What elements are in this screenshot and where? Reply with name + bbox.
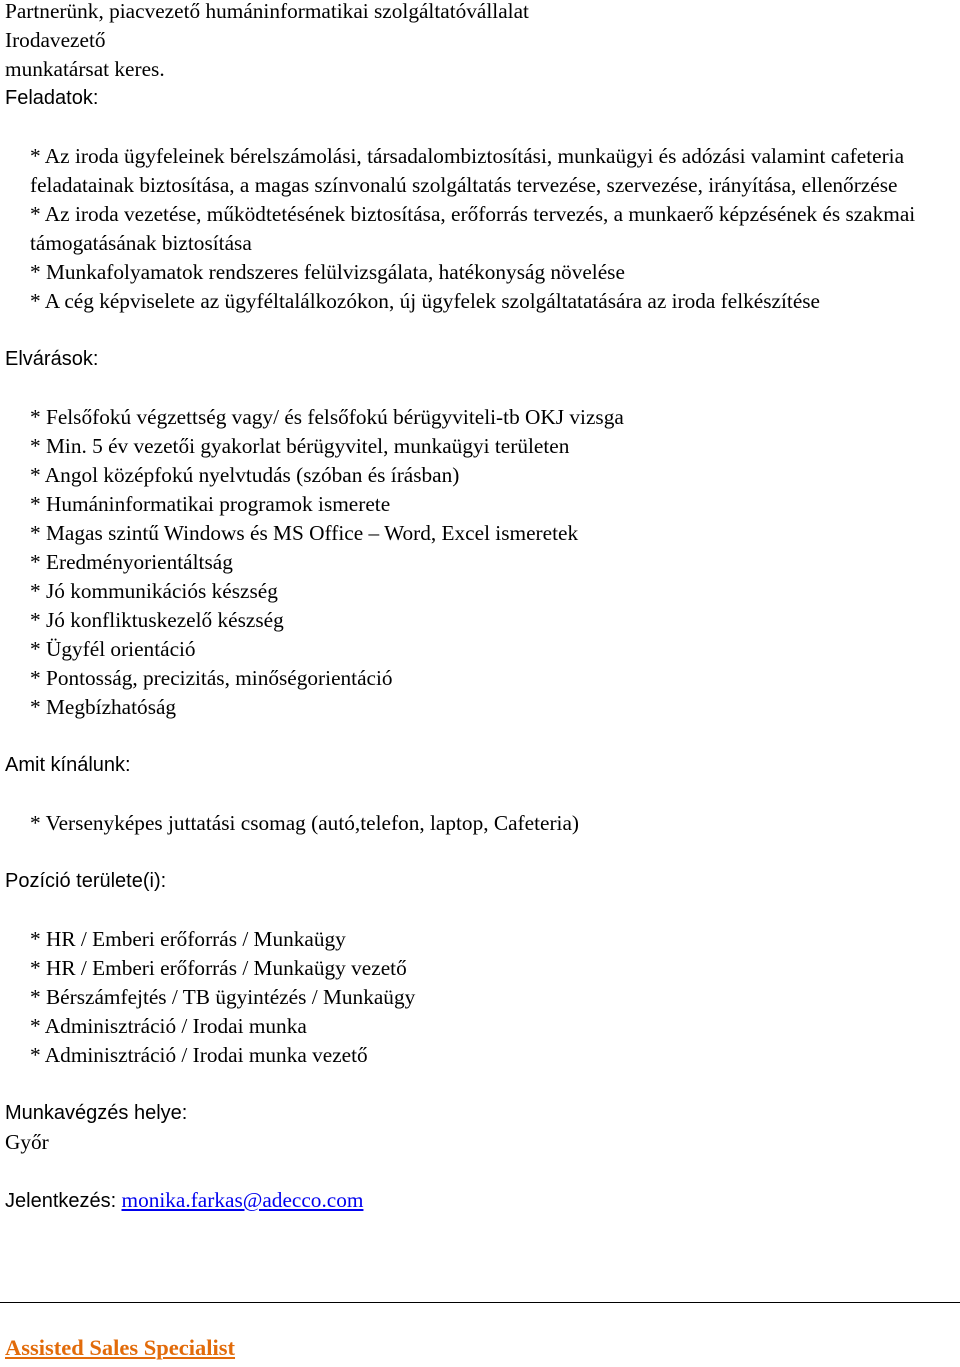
requirements-item: * Felsőfokú végzettség vagy/ és felsőfokú bérügyviteli-tb OKJ vizsga xyxy=(30,405,624,429)
apply-email-link[interactable]: monika.farkas@adecco.com xyxy=(121,1188,364,1212)
requirements-item: * Ügyfél orientáció xyxy=(30,637,196,661)
requirements-item: * Magas szintű Windows és MS Office – Word, Excel ismeretek xyxy=(30,521,579,545)
offer-heading: Amit kínálunk: xyxy=(5,754,131,776)
footer-job-link[interactable]: Assisted Sales Specialist xyxy=(5,1335,236,1360)
area-item: * Adminisztráció / Irodai munka vezető xyxy=(30,1043,368,1067)
offer-item: * Versenyképes juttatási csomag (autó,telefon, laptop, Cafeteria) xyxy=(30,811,579,835)
requirements-item: * Jó kommunikációs készség xyxy=(30,579,278,603)
tasks-heading: Feladatok: xyxy=(5,87,99,109)
apply-line xyxy=(5,1186,953,1216)
tasks-item: * Munkafolyamatok rendszeres felülvizsgálata, hatékonyság növelése xyxy=(30,260,625,284)
tasks-item: * A cég képviselete az ügyféltalálkozókon, új ügyfelek szolgáltatatására az iroda felkészítése xyxy=(30,289,821,313)
apply-label: Jelentkezés: xyxy=(5,1190,117,1212)
area-heading: Pozíció területe(i): xyxy=(5,870,167,892)
area-item: * HR / Emberi erőforrás / Munkaügy xyxy=(30,927,346,951)
tasks-item: * Az iroda vezetése, működtetésének biztosítása, erőforrás tervezés, a munkaerő képzésének és szakmai támogatásának biztosítása xyxy=(30,202,916,255)
job-posting xyxy=(5,0,953,1216)
location-heading: Munkavégzés helye: xyxy=(5,1102,188,1124)
area-item: * Adminisztráció / Irodai munka xyxy=(30,1014,307,1038)
tasks-item: * Az iroda ügyfeleinek bérelszámolási, társadalombiztosítási, munkaügyi és adózási valamint cafeteria feladatainak biztosítása, a magas színvonalú szolgáltatás tervezése, szervezése, irányítása, ellenőrzése xyxy=(30,144,905,197)
requirements-item: * Megbízhatóság xyxy=(30,695,177,719)
requirements-item: * Jó konfliktuskezelő készség xyxy=(30,608,284,632)
area-item: * HR / Emberi erőforrás / Munkaügy vezető xyxy=(30,956,407,980)
requirements-item: * Humáninformatikai programok ismerete xyxy=(30,492,391,516)
requirements-item: * Min. 5 év vezetői gyakorlat bérügyvitel, munkaügyi területen xyxy=(30,434,570,458)
requirements-item: * Pontosság, precizitás, minőségorientáció xyxy=(30,666,393,690)
intro-company: Partnerünk, piacvezető humáninformatikai szolgáltatóvállalat xyxy=(5,0,529,23)
intro-seeking: munkatársat keres. xyxy=(5,57,165,81)
horizontal-divider xyxy=(0,1302,960,1303)
requirements-item: * Angol középfokú nyelvtudás (szóban és írásban) xyxy=(30,463,460,487)
location-value: Győr xyxy=(5,1130,49,1154)
requirements-heading: Elvárások: xyxy=(5,348,99,370)
intro-position: Irodavezető xyxy=(5,28,106,52)
requirements-item: * Eredményorientáltság xyxy=(30,550,233,574)
area-item: * Bérszámfejtés / TB ügyintézés / Munkaügy xyxy=(30,985,416,1009)
